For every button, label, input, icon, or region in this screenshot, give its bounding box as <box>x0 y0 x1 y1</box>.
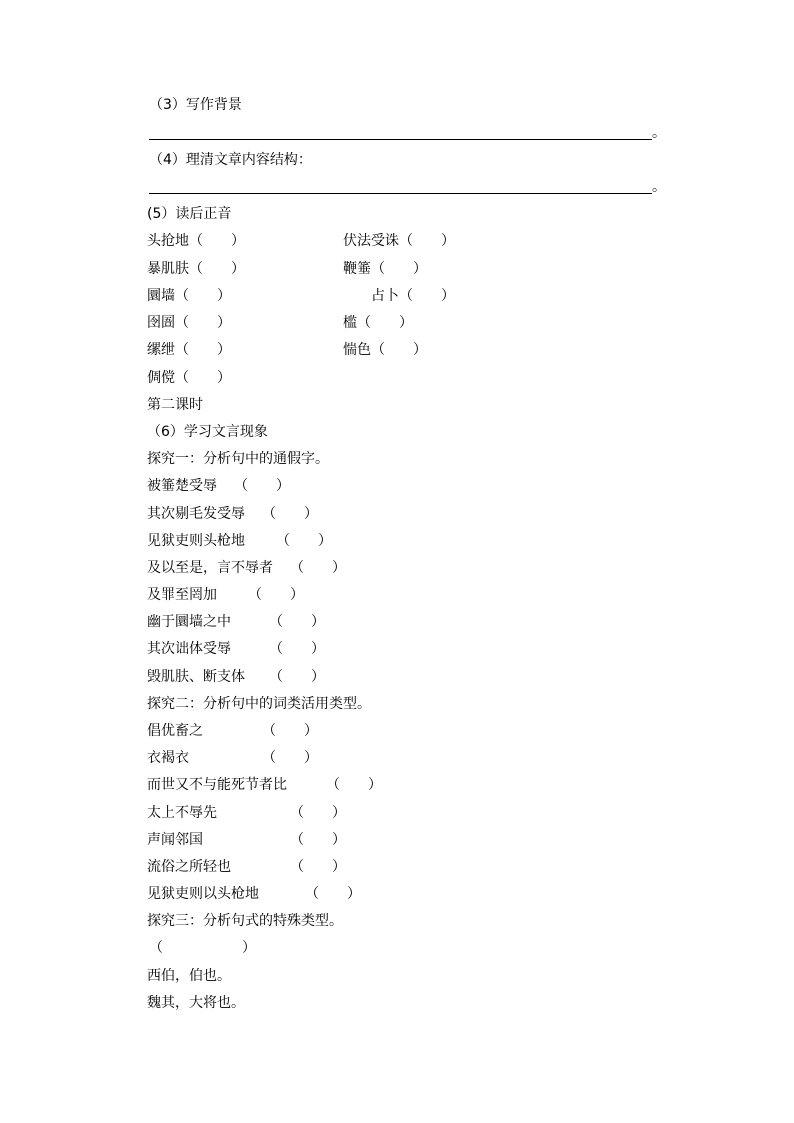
inquiry2-item-blank: （ ） <box>290 859 346 875</box>
inquiry1-title: 探究一：分析句中的通假字。 <box>147 451 329 467</box>
inquiry1-item-blank: （ ） <box>248 587 304 603</box>
inquiry2-item-blank: （ ） <box>305 886 361 902</box>
inquiry2-item-text: 声闻邻国 <box>147 832 203 848</box>
inquiry1-item-text: 及以至是，言不辱者 <box>147 560 273 576</box>
inquiry1-item-blank: （ ） <box>276 533 332 549</box>
inquiry3-blank-close: ） <box>242 940 256 956</box>
inquiry1-item-text: 其次剔毛发受辱 <box>147 506 245 522</box>
inquiry3-blank-open: （ <box>149 940 163 956</box>
pinyin-item: 槛（ ） <box>343 315 413 331</box>
inquiry2-item-text: 衣褐衣 <box>147 750 189 766</box>
inquiry2-item-blank: （ ） <box>326 777 382 793</box>
section3-title: （3）写作背景 <box>149 97 242 113</box>
pinyin-item: 头抢地（ ） <box>147 233 245 249</box>
inquiry1-item-blank: （ ） <box>262 506 318 522</box>
inquiry1-item-text: 被箠楚受辱 <box>147 478 217 494</box>
pinyin-item: 鞭箠（ ） <box>343 261 427 277</box>
inquiry1-item-text: 见狱吏则头枪地 <box>147 533 245 549</box>
inquiry2-item-text: 而世又不与能死节者比 <box>147 777 287 793</box>
pinyin-item: 圜墙（ ） <box>147 288 231 304</box>
section4-end-mark: 。 <box>652 179 666 195</box>
inquiry2-item-text: 倡优畜之 <box>147 723 203 739</box>
pinyin-item: 暴肌肤（ ） <box>147 261 245 277</box>
inquiry2-item-text: 太上不辱先 <box>147 805 217 821</box>
inquiry2-item-text: 见狱吏则以头枪地 <box>147 886 259 902</box>
inquiry1-item-blank: （ ） <box>290 560 346 576</box>
inquiry1-item-text: 毁肌肤、断支体 <box>147 669 245 685</box>
section5-title: (5）读后正音 <box>147 206 232 222</box>
inquiry2-item-text: 流俗之所轻也 <box>147 859 231 875</box>
inquiry2-item-blank: （ ） <box>290 832 346 848</box>
pinyin-item: 囹圄（ ） <box>147 315 231 331</box>
inquiry1-item-blank: （ ） <box>234 478 290 494</box>
pinyin-item: 缧绁（ ） <box>147 342 231 358</box>
pinyin-item: 占卜（ ） <box>371 288 455 304</box>
section4-answer-line[interactable] <box>149 193 652 194</box>
inquiry1-item-blank: （ ） <box>269 641 325 657</box>
section6-title: （6）学习文言现象 <box>147 424 268 440</box>
inquiry3-item: 西伯，伯也。 <box>147 968 231 984</box>
inquiry1-item-blank: （ ） <box>269 614 325 630</box>
inquiry1-item-text: 及罪至罔加 <box>147 587 217 603</box>
section4-title: （4）理清文章内容结构： <box>149 152 312 168</box>
lesson2-heading: 第二课时 <box>147 397 203 413</box>
inquiry2-item-blank: （ ） <box>262 723 318 739</box>
section3-end-mark: 。 <box>652 125 666 141</box>
inquiry1-item-text: 其次诎体受辱 <box>147 641 231 657</box>
pinyin-item: 倜傥（ ） <box>147 370 231 386</box>
inquiry1-item-blank: （ ） <box>269 669 325 685</box>
inquiry3-title: 探究三：分析句式的特殊类型。 <box>147 913 343 929</box>
pinyin-item: 惴色（ ） <box>343 342 427 358</box>
inquiry2-item-blank: （ ） <box>262 750 318 766</box>
section3-answer-line[interactable] <box>149 139 652 140</box>
inquiry2-title: 探究二：分析句中的词类活用类型。 <box>147 696 371 712</box>
inquiry2-item-blank: （ ） <box>290 805 346 821</box>
inquiry1-item-text: 幽于圜墙之中 <box>147 614 231 630</box>
pinyin-item: 伏法受诛（ ） <box>343 233 455 249</box>
inquiry3-item: 魏其，大将也。 <box>147 995 245 1011</box>
